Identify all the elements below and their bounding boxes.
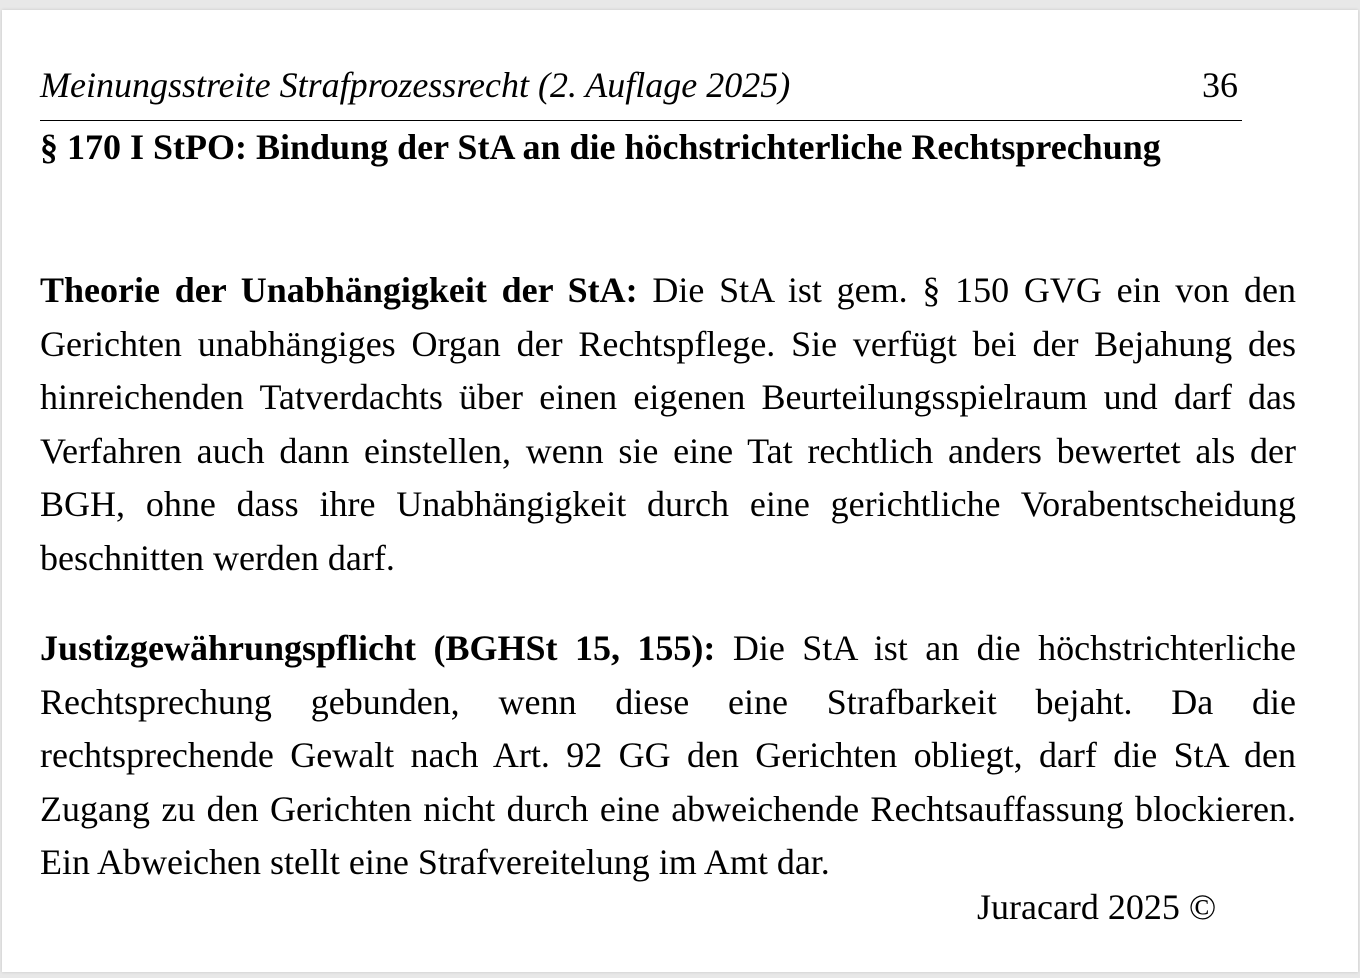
paragraph-theory-independence <box>40 264 1296 585</box>
header-divider <box>40 120 1242 121</box>
section-title: § 170 I StPO: Bindung der StA an die höchstrichterliche Rechtsprechung <box>40 127 1161 167</box>
paragraph-text: Die StA ist gem. § 150 GVG ein von den Gerichten unabhängiges Organ der Rechtspflege. Sie verfügt bei der Bejahung des hinreichenden Tatverdachts über einen eigenen Beurteilungsspielraum und darf das Verfahren auch dann einstellen, wenn sie eine Tat rechtlich anders bewertet als der BGH, ohne dass ihre Unabhängigkeit durch eine gerichtliche Vorabentscheidung beschnitten werden darf. <box>40 270 1297 578</box>
book-title: Meinungsstreite Strafprozessrecht (2. Auflage 2025) <box>40 65 791 105</box>
paragraph-justice-duty <box>40 622 1296 890</box>
paragraph-heading: Theorie der Unabhängigkeit der StA: <box>40 270 638 310</box>
paragraph-heading: Justizgewährungspflicht (BGHSt 15, 155): <box>40 628 716 668</box>
document-page <box>2 10 1358 972</box>
copyright-footer: Juracard 2025 © <box>977 887 1217 927</box>
paragraph-text: Die StA ist an die höchstrichterliche Rechtsprechung gebunden, wenn diese eine Strafbarkeit bejaht. Da die rechtsprechende Gewalt nach Art. 92 GG den Gerichten obliegt, darf die StA den Zugang zu den Gerichten nicht durch eine abweichende Rechtsauffassung blockieren. Ein Abweichen stellt eine Strafvereitelung im Amt dar. <box>40 628 1297 882</box>
page-number: 36 <box>1202 65 1238 105</box>
